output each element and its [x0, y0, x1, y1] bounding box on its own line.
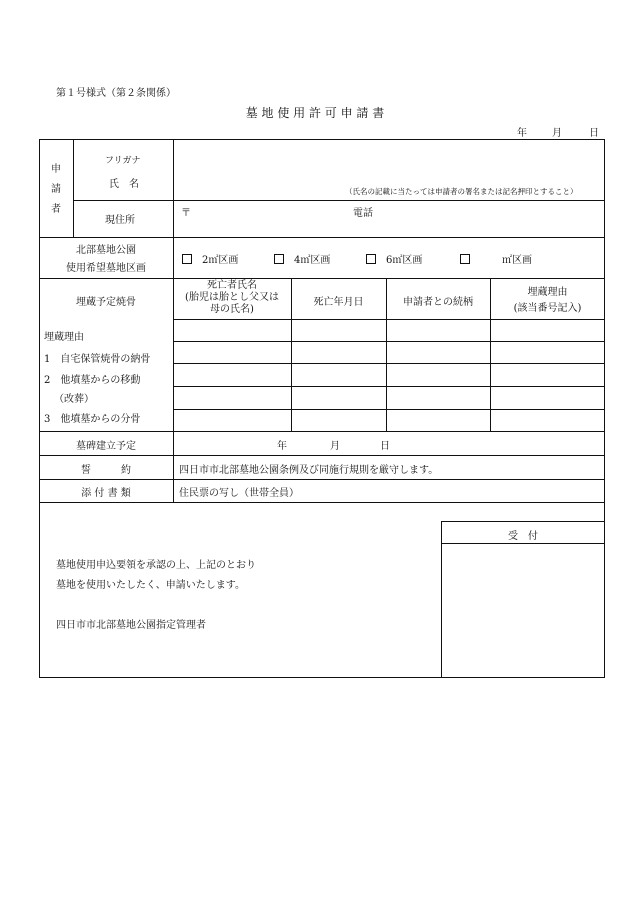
rule-table-row-2: [173, 363, 605, 364]
rule-label-column: [173, 139, 174, 502]
col-burial-reason: 埋蔵理由 (該当番号記入): [513, 287, 582, 314]
address-label: 現住所: [105, 215, 135, 226]
rule-receipt-header: [441, 543, 605, 544]
rule-table-row-3: [173, 386, 605, 387]
reason-title: 埋蔵理由: [44, 332, 84, 343]
rule-attach-bottom: [39, 502, 605, 503]
attachments-label: 添 付 書 類: [81, 488, 131, 499]
statement-line-1: 墓地使用申込要領を承認の上、上記のとおり: [56, 560, 256, 571]
name-note: （氏名の記載に当たっては申請者の署名または記名押印とすること）: [345, 187, 578, 196]
oath-text: 四日市市北部墓地公園条例及び同施行規則を厳守します。: [179, 465, 439, 476]
rule-table-row-4: [173, 409, 605, 410]
date-year: 年: [517, 128, 527, 139]
attachments-text: 住民票の写し（世帯全員）: [179, 488, 299, 499]
rule-monument-bottom: [39, 455, 605, 456]
form-title: 墓 地 使 用 許 可 申 請 書: [245, 106, 385, 120]
plot-option-4[interactable]: 4㎡区画: [274, 251, 330, 266]
date-day: 日: [589, 128, 599, 139]
rule-name-address: [73, 200, 605, 201]
checkbox-icon[interactable]: [182, 254, 192, 264]
monument-month: 月: [330, 441, 340, 452]
monument-year: 年: [277, 441, 287, 452]
rule-burial-bottom: [39, 431, 605, 432]
phone-label: 電話: [353, 208, 373, 219]
postal-mark: 〒: [181, 208, 191, 219]
reason-2-note: （改葬）: [54, 394, 94, 405]
col-relation: 申請者との続柄: [403, 297, 473, 308]
reason-2: 2 他墳墓からの移動: [44, 375, 141, 386]
monument-label: 墓碑建立予定: [76, 441, 136, 452]
rule-oath-bottom: [39, 479, 605, 480]
col-death-date: 死亡年月日: [313, 297, 364, 308]
rule-table-header: [173, 319, 605, 320]
name-label: 氏 名: [109, 179, 139, 190]
checkbox-icon[interactable]: [366, 254, 376, 264]
plot-label-line1: 北部墓地公園: [76, 245, 136, 256]
rule-receipt-top: [441, 521, 605, 522]
plot-label-line2: 使用希望墓地区画: [66, 263, 146, 274]
plot-option-2[interactable]: 2㎡区画: [182, 251, 238, 266]
burial-section-title: 埋蔵予定焼骨: [76, 297, 136, 308]
furigana-label: フリガナ: [105, 156, 141, 166]
reason-3: 3 他墳墓からの分骨: [44, 414, 141, 425]
addressee: 四日市市北部墓地公園指定管理者: [56, 620, 206, 631]
checkbox-icon[interactable]: [460, 254, 470, 264]
rule-table-row-1: [173, 341, 605, 342]
rule-applicant-vertical: [73, 139, 74, 237]
statement-line-2: 墓地を使用いたしたく、申請いたします。: [56, 580, 245, 591]
rule-applicant-bottom: [39, 237, 605, 238]
reason-1: 1 自宅保管焼骨の納骨: [44, 354, 151, 365]
applicant-section-label: 申請者: [51, 164, 61, 215]
rule-receipt-left: [441, 521, 442, 678]
oath-label: 誓 約: [81, 465, 131, 476]
monument-day: 日: [380, 441, 390, 452]
plot-option-custom[interactable]: ㎡区画: [460, 251, 532, 266]
plot-option-6[interactable]: 6㎡区画: [366, 251, 422, 266]
date-month: 月: [552, 128, 562, 139]
form-number: 第１号様式（第２条関係）: [56, 88, 176, 99]
rule-plot-bottom: [39, 278, 605, 279]
receipt-label: 受 付: [508, 531, 538, 542]
checkbox-icon[interactable]: [274, 254, 284, 264]
col-deceased-name: 死亡者氏名 (胎児は胎とし父又は 母の氏名): [185, 280, 279, 315]
